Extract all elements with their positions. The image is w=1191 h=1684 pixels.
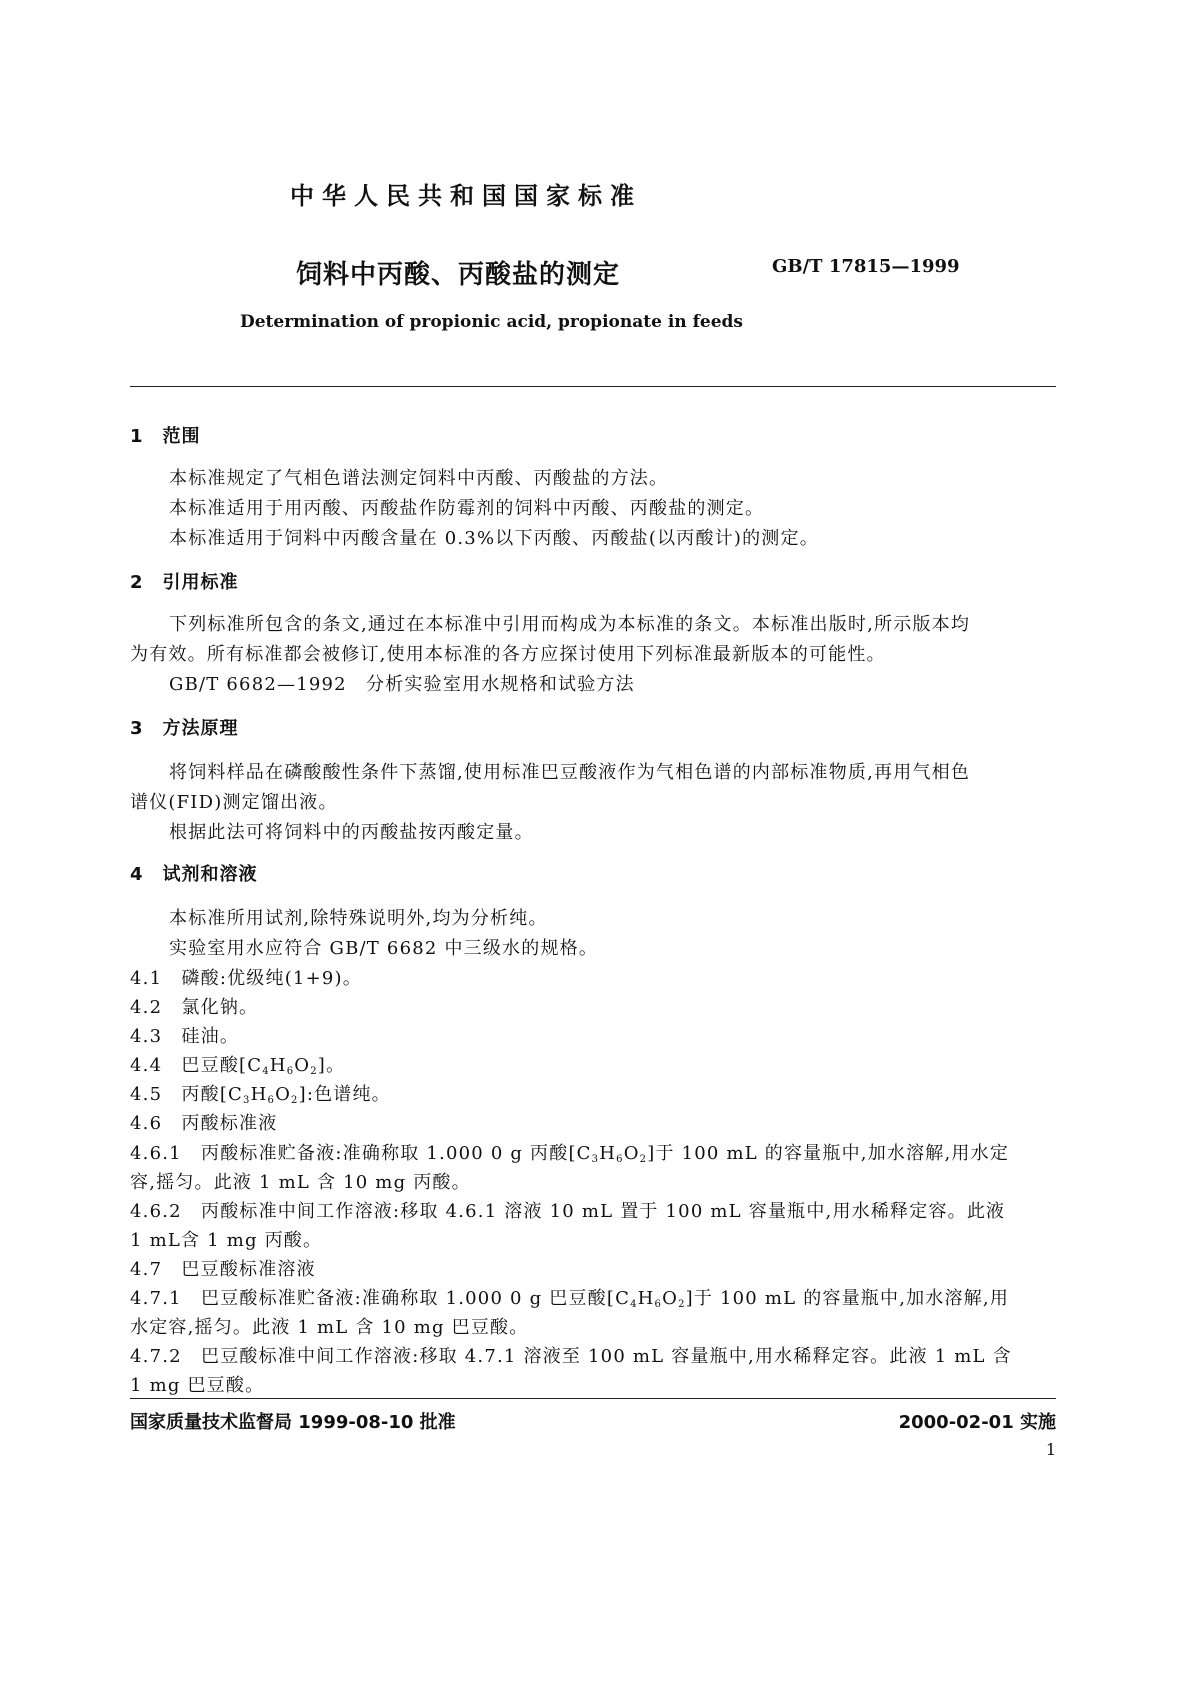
section-3-paragraph: 谱仪(FID)测定馏出液。 xyxy=(130,792,338,813)
section-1-paragraph: 本标准规定了气相色谱法测定饲料中丙酸、丙酸盐的方法。 xyxy=(169,468,669,489)
section-2-paragraph: 为有效。所有标准都会被修订,使用本标准的各方应探讨使用下列标准最新版本的可能性。 xyxy=(130,644,886,665)
clause-4-6: 4.6 丙酸标准液 xyxy=(130,1113,278,1134)
clause-4-2: 4.2 氯化钠。 xyxy=(130,997,259,1018)
section-3-paragraph: 根据此法可将饲料中的丙酸盐按丙酸定量。 xyxy=(169,822,534,843)
document-title-en: Determination of propionic acid, propionate in feeds xyxy=(240,312,743,332)
section-1-paragraph: 本标准适用于用丙酸、丙酸盐作防霉剂的饲料中丙酸、丙酸盐的测定。 xyxy=(169,498,765,519)
section-4-paragraph: 实验室用水应符合 GB/T 6682 中三级水的规格。 xyxy=(169,938,599,959)
section-1-heading: 1 范围 xyxy=(130,426,201,447)
clause-4-1: 4.1 磷酸:优级纯(1+9)。 xyxy=(130,968,362,989)
section-2-paragraph: 下列标准所包含的条文,通过在本标准中引用而构成为本标准的条文。本标准出版时,所示版本均 xyxy=(169,614,971,635)
effective-date: 2000-02-01 实施 xyxy=(898,1412,1056,1433)
normative-reference: GB/T 6682—1992 分析实验室用水规格和试验方法 xyxy=(169,674,635,695)
national-standard-title: 中华人民共和国国家标准 xyxy=(290,182,642,210)
section-4-paragraph: 本标准所用试剂,除特殊说明外,均为分析纯。 xyxy=(169,908,548,929)
section-3-heading: 3 方法原理 xyxy=(130,718,239,739)
clause-4-7-1-cont: 水定容,摇匀。此液 1 mL 含 10 mg 巴豆酸。 xyxy=(130,1317,529,1338)
clause-4-6-2-cont: 1 mL含 1 mg 丙酸。 xyxy=(130,1230,323,1251)
clause-4-4: 4.4 巴豆酸$[C_4H_6O_2]$。 xyxy=(130,1055,346,1077)
clause-4-6-1-cont: 容,摇匀。此液 1 mL 含 10 mg 丙酸。 xyxy=(130,1172,471,1193)
section-1-paragraph: 本标准适用于饲料中丙酸含量在 0.3%以下丙酸、丙酸盐(以丙酸计)的测定。 xyxy=(169,528,819,549)
clause-4-3: 4.3 硅油。 xyxy=(130,1026,240,1047)
document-title-cn: 饲料中丙酸、丙酸盐的测定 xyxy=(296,260,621,290)
clause-4-7-2-cont: 1 mg 巴豆酸。 xyxy=(130,1375,265,1396)
page-number: 1 xyxy=(1045,1440,1056,1459)
clause-4-5: 4.5 丙酸$[C_3H_6O_2]$:色谱纯。 xyxy=(130,1084,391,1106)
section-4-heading: 4 试剂和溶液 xyxy=(130,864,258,885)
clause-4-7-2: 4.7.2 巴豆酸标准中间工作溶液:移取 4.7.1 溶液至 100 mL 容量瓶中,用水稀释定容。此液 1 mL 含 xyxy=(130,1346,1012,1367)
clause-4-7-1: 4.7.1 巴豆酸标准贮备液:准确称取 1.000 0 g 巴豆酸$[C_4H_6O_2]$于 100 mL 的容量瓶中,加水溶解,用 xyxy=(130,1288,1010,1310)
clause-4-6-2: 4.6.2 丙酸标准中间工作溶液:移取 4.6.1 溶液 10 mL 置于 100 mL 容量瓶中,用水稀释定容。此液 xyxy=(130,1201,1006,1222)
section-3-paragraph: 将饲料样品在磷酸酸性条件下蒸馏,使用标准巴豆酸液作为气相色谱的内部标准物质,再用气相色 xyxy=(169,762,971,783)
clause-4-6-1: 4.6.1 丙酸标准贮备液:准确称取 1.000 0 g 丙酸$[C_3H_6O_2]$于 100 mL 的容量瓶中,加水溶解,用水定 xyxy=(130,1143,1010,1165)
footer-divider xyxy=(130,1398,1056,1399)
section-2-heading: 2 引用标准 xyxy=(130,572,239,593)
clause-4-7: 4.7 巴豆酸标准溶液 xyxy=(130,1259,316,1280)
approval-notice: 国家质量技术监督局 1999-08-10 批准 xyxy=(130,1412,456,1433)
header-divider xyxy=(130,386,1056,387)
standard-number: GB/T 17815—1999 xyxy=(772,256,960,277)
